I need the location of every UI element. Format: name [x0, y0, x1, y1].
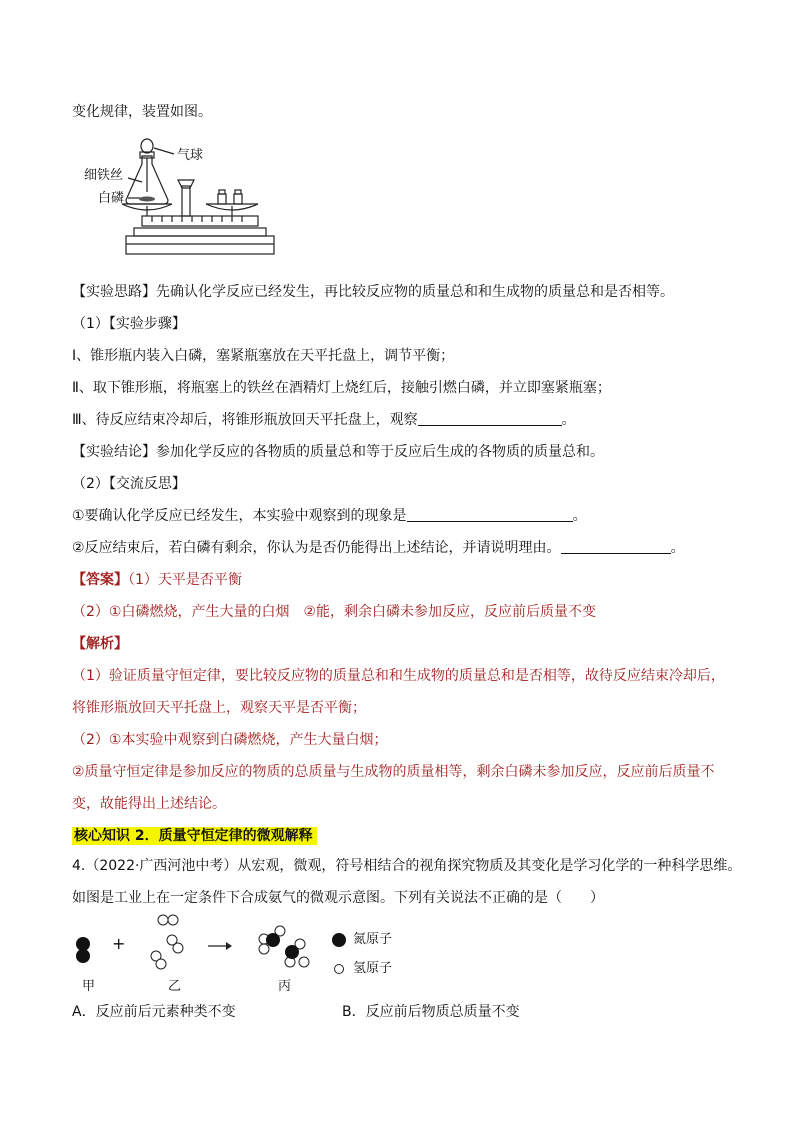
- analysis-p1: （1）验证质量守恒定律，要比较反应物的质量总和和生成物的质量总和是否相等，故待反应结束冷却后，: [72, 668, 725, 684]
- nitrogen-atom-icon: [266, 933, 280, 947]
- question-1: [72, 506, 587, 526]
- label-jia: 甲: [82, 979, 96, 994]
- label-yi: 乙: [168, 979, 182, 994]
- step-3-answer-blank[interactable]: [418, 411, 562, 426]
- phosphorus-label: 白磷: [98, 191, 125, 206]
- question-4-line-1: 4.（2022·广西河池中考）从宏观，微观，符号相结合的视角探究物质及其变化是学习化学的一种科学思维。: [72, 858, 742, 874]
- option-b[interactable]: B．反应前后物质总质量不变: [342, 1004, 520, 1020]
- section-heading-text: 核心知识 2．质量守恒定律的微观解释: [72, 827, 317, 845]
- intro-line: 变化规律，装置如图。: [72, 104, 212, 120]
- legend-nitrogen-label: 氮原子: [353, 932, 393, 947]
- reflection-heading: （2）【交流反思】: [72, 476, 186, 492]
- answer-part-1: （1）天平是否平衡: [128, 572, 242, 588]
- plus-sign: +: [112, 934, 126, 953]
- question-1-text: ①要确认化学反应已经发生，本实验中观察到的现象是: [72, 508, 407, 524]
- molecular-diagram-svg: [70, 910, 410, 1000]
- analysis-p2: （2）①本实验中观察到白磷燃烧，产生大量白烟；: [72, 732, 388, 748]
- balance-apparatus-figure: [82, 136, 282, 260]
- step-2: Ⅱ、取下锥形瓶，将瓶塞上的铁丝在酒精灯上烧红后，接触引燃白磷，并立即塞紧瓶塞；: [72, 380, 611, 396]
- steps-heading: （1）【实验步骤】: [72, 316, 186, 332]
- legend-hydrogen-label: 氢原子: [353, 961, 393, 976]
- analysis-p3-continued: 变，故能得出上述结论。: [72, 796, 226, 812]
- section-heading: [72, 826, 317, 846]
- question-2-text: ②反应结束后，若白磷有剩余，你认为是否仍能得出上述结论，并请说明理由。: [72, 540, 561, 556]
- experiment-conclusion: 【实验结论】参加化学反应的各物质的质量总和等于反应后生成的各物质的质量总和。: [72, 444, 604, 460]
- answer-label: 【答案】: [72, 572, 128, 588]
- question-2-end: 。: [670, 540, 685, 556]
- answer-line-1: [72, 570, 242, 590]
- label-bing: 丙: [278, 979, 292, 994]
- nitrogen-atom-icon: [76, 949, 90, 963]
- step-3: [72, 410, 576, 430]
- iron-wire-label: 细铁丝: [84, 168, 124, 183]
- step-1: Ⅰ、锥形瓶内装入白磷，塞紧瓶塞放在天平托盘上，调节平衡；: [72, 348, 455, 364]
- experiment-idea: 【实验思路】先确认化学反应已经发生，再比较反应物的质量总和和生成物的质量总和是否相等。: [72, 284, 674, 300]
- step-3-text: Ⅲ、待反应结束冷却后，将锥形瓶放回天平托盘上，观察: [72, 412, 418, 428]
- analysis-p3: ②质量守恒定律是参加反应的物质的总质量与生成物的质量相等，剩余白磷未参加反应，反应前后质量不: [72, 764, 715, 780]
- nitrogen-atom-icon: [76, 937, 90, 951]
- molecular-diagram: [70, 910, 410, 1000]
- analysis-label: 【解析】: [72, 636, 128, 652]
- legend-nitrogen-icon: [332, 933, 346, 947]
- question-2: [72, 538, 685, 558]
- question-4-line-2: 如图是工业上在一定条件下合成氨气的微观示意图。下列有关说法不正确的是（ ）: [72, 890, 604, 906]
- legend-hydrogen-icon: [335, 965, 344, 974]
- answer-line-2: （2）①白磷燃烧，产生大量的白烟 ②能，剩余白磷未参加反应，反应前后质量不变: [72, 604, 597, 620]
- question-1-answer-blank[interactable]: [407, 507, 573, 522]
- step-3-end: 。: [561, 412, 576, 428]
- question-1-end: 。: [572, 508, 587, 524]
- nitrogen-atom-icon: [285, 945, 299, 959]
- analysis-p1-continued: 将锥形瓶放回天平托盘上，观察天平是否平衡；: [72, 700, 366, 716]
- option-a[interactable]: A．反应前后元素种类不变: [72, 1004, 236, 1020]
- balloon-label: 气球: [177, 148, 204, 163]
- question-2-answer-blank[interactable]: [561, 539, 671, 554]
